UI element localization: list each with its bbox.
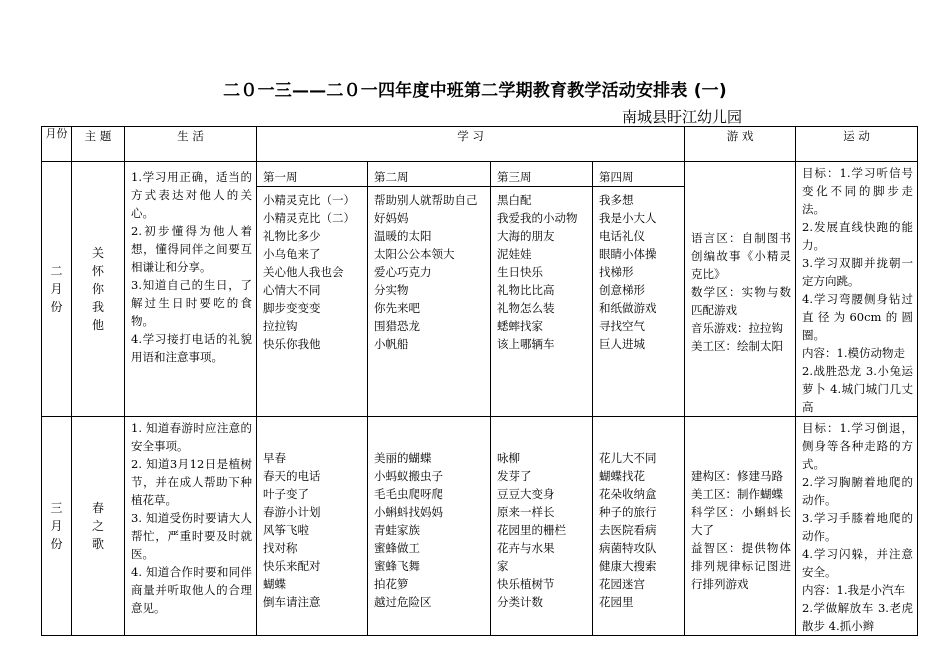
week-label: 第二周 — [368, 162, 490, 187]
week-list: 美丽的蝴蝶 小蚂蚁搬虫子 毛毛虫爬呀爬 小蝌蚪找妈妈 青蛙家族 蜜蜂做工 蜜蜂飞舞 拍花箩 越过危险区 — [368, 417, 491, 636]
week-cell — [491, 162, 593, 417]
header-month: 月份 — [42, 127, 72, 162]
week-list: 我多想 我是小大人 电话礼仪 眼睛小体操 找梯形 创意梯形 和纸做游戏 寻找空气 巨人进城 — [599, 193, 657, 351]
life-cell: 1.学习用正确，适当的方式表达对他人的关心。 2.初步懂得为他人着想，懂得同伴之间要互相谦让和分享。 3.知道自己的生日，了解过生日时要吃的食物。 4.学习接打电话的礼貌用语和注意事项。 — [125, 162, 257, 417]
game-cell: 语言区：自制图书创编故事《小精灵克比》 数学区：实物与数匹配游戏 音乐游戏：拉拉钩 美工区：绘制太阳 — [685, 162, 796, 417]
theme-cell: 春 之 歌 — [72, 417, 125, 636]
week-label: 第四周 — [593, 162, 684, 187]
month-cell: 二 月 份 — [42, 162, 72, 417]
header-life: 生 活 — [125, 127, 257, 162]
schedule-table — [41, 126, 918, 636]
week-list: 小精灵克比（一） 小精灵克比（二） 礼物比多少 小乌龟来了 关心他人我也会 心情大不同 脚步变变变 拉拉钩 快乐你我他 — [263, 193, 355, 351]
header-theme: 主 题 — [72, 127, 125, 162]
table-row — [42, 162, 918, 417]
table-row — [42, 417, 918, 636]
month-cell: 三 月 份 — [42, 417, 72, 636]
header-sport: 运 动 — [796, 127, 918, 162]
week-list: 黑白配 我爱我的小动物 大海的朋友 泥娃娃 生日快乐 礼物比比高 礼物怎么装 蟋蟀找家 该上哪辆车 — [497, 193, 578, 351]
game-cell: 建构区：修建马路 美工区：制作蝴蝶 科学区：小蝌蚪长大了 益智区：提供物体排列规律标记图进行排列游戏 — [685, 417, 796, 636]
week-cell — [257, 162, 368, 417]
life-cell: 1. 知道春游时应注意的安全事项。 2. 知道3月12日是植树节，并在成人帮助下种植花草。 3. 知道受伤时要请大人帮忙，严重时要及时就医。 4. 知道合作时要和同伴商量并听取他人的合理意见。 — [125, 417, 257, 636]
header-study: 学 习 — [257, 127, 685, 162]
header-game: 游 戏 — [685, 127, 796, 162]
sport-cell: 目标：1.学习听信号变化不同的脚步走法。 2.发展直线快跑的能力。 3.学习双脚并拢朝一定方向跳。 4.学习弯腰侧身钻过直径为60cm的圆圈。 内容：1.模仿动物走 2.战胜恐龙 3.小兔运萝卜 4.城门城门几丈高 — [796, 162, 918, 417]
week-cell — [368, 162, 491, 417]
week-list: 早春 春天的电话 叶子变了 春游小计划 风筝飞啦 找对称 快乐来配对 蝴蝶 倒车请注意 — [257, 417, 368, 636]
week-label: 第一周 — [257, 162, 367, 187]
page-title: 二０一三——二０一四年度中班第二学期教育教学活动安排表 (一) — [223, 81, 727, 101]
week-list: 花儿大不同 蝴蝶找花 花朵收纳盒 种子的旅行 去医院看病 病菌特攻队 健康大搜索 花园迷宫 花园里 — [593, 417, 685, 636]
school-name: 南城县盱江幼儿园 — [622, 108, 743, 126]
week-list: 咏柳 发芽了 豆豆大变身 原来一样长 花园里的栅栏 花卉与水果 家 快乐植树节 分类计数 — [491, 417, 593, 636]
week-cell — [593, 162, 685, 417]
week-label: 第三周 — [491, 162, 592, 187]
week-list: 帮助别人就帮助自己 好妈妈 温暖的太阳 太阳公公本领大 爱心巧克力 分实物 你先来吧 围猎恐龙 小帆船 — [374, 193, 478, 351]
header-row — [42, 127, 918, 162]
sport-cell: 目标：1.学习倒退，侧身等各种走路的方式。 2.学习胸腑着地爬的动作。 3.学习手膝着地爬的动作。 4.学习闪躲，并注意安全。 内容：1.我是小汽车 2.学做解放车 3.老虎散步 4.抓小辫 — [796, 417, 918, 636]
theme-cell: 关 怀 你 我 他 — [72, 162, 125, 417]
